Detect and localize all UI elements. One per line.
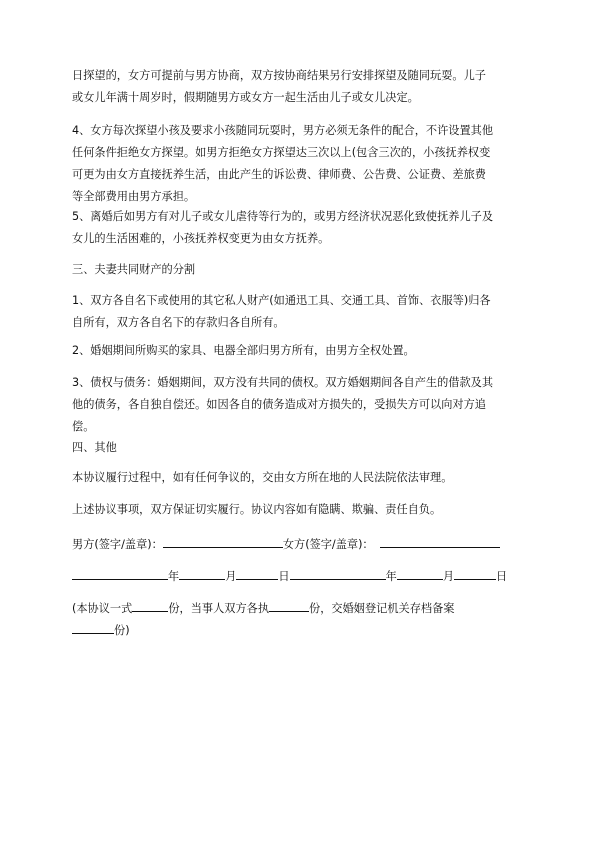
day-label: 日 — [278, 570, 290, 583]
year-blank[interactable] — [290, 567, 386, 580]
text-line: 2、婚姻期间所购买的家具、电器全部归男方所有，由男方全权处置。 — [72, 344, 415, 357]
paragraph-dispute — [72, 467, 527, 489]
paragraph-visitation-arrangement — [72, 65, 527, 109]
paragraph-property-1 — [72, 290, 527, 334]
copies-row-1 — [72, 598, 527, 620]
text-line: 上述协议事项，双方保证切实履行。协议内容如有隐瞒、欺骗、责任自负。 — [72, 503, 442, 516]
signature-row — [72, 534, 527, 556]
day-blank[interactable] — [236, 567, 278, 580]
copies-text: 份) — [114, 624, 130, 637]
month-label: 月 — [225, 570, 237, 583]
text-line: 自所有，双方各自名下的存款归各自所有。 — [72, 316, 285, 329]
copies-text: 份，交婚姻登记机关存档备案 — [309, 602, 455, 615]
signature-line — [72, 534, 527, 556]
text-line: 本协议履行过程中，如有任何争议的，交由女方所在地的人民法院依法审理。 — [72, 471, 453, 484]
section-heading-property — [72, 259, 527, 281]
date-line — [72, 566, 527, 588]
copies-blank[interactable] — [132, 599, 168, 612]
copies-text: (本协议一式 — [72, 602, 133, 615]
paragraph-property-3 — [72, 372, 527, 438]
text-line: 4、女方每次探望小孩及要求小孩随同玩耍时，男方必须无条件的配合，不许设置其他 — [72, 124, 494, 137]
day-blank[interactable] — [454, 567, 496, 580]
copies-row-2 — [72, 620, 527, 642]
copies-text: 份，当事人双方各执 — [168, 602, 270, 615]
male-signature-label: 男方(签字/盖章)： — [72, 538, 163, 551]
date-row — [72, 566, 527, 588]
text-line: 5、离婚后如男方有对儿子或女儿虐待等行为的，或男方经济状况恶化致使抚养儿子及 — [72, 210, 494, 223]
text-line: 日探望的，女方可提前与男方协商，双方按协商结果另行安排探望及随同玩耍。儿子 — [72, 69, 486, 82]
text-line: 偿。 — [72, 420, 95, 433]
year-label: 年 — [385, 570, 397, 583]
month-blank[interactable] — [179, 567, 225, 580]
copies-blank[interactable] — [72, 621, 114, 634]
copies-note — [72, 598, 527, 642]
paragraph-clause-5 — [72, 206, 527, 250]
text-line: 可更为由女方直接抚养生活，由此产生的诉讼费、律师费、公告费、公证费、差旅费 — [72, 168, 486, 181]
paragraph-guarantee — [72, 499, 527, 521]
heading-text: 四、其他 — [72, 441, 117, 454]
day-label: 日 — [496, 570, 508, 583]
heading-text: 三、夫妻共同财产的分割 — [72, 263, 196, 276]
female-signature-label: 女方(签字/盖章)： — [282, 538, 374, 551]
section-heading-other — [72, 437, 527, 459]
female-signature-blank[interactable] — [380, 535, 500, 548]
text-line: 3、债权与债务：婚姻期间，双方没有共同的债权。双方婚姻期间各自产生的借款及其 — [72, 376, 494, 389]
month-blank[interactable] — [397, 567, 443, 580]
text-line: 等全部费用由男方承担。 — [72, 190, 196, 203]
text-line: 他的债务，各自独自偿还。如因各自的债务造成对方损失的，受损失方可以向对方追 — [72, 398, 486, 411]
text-line: 1、双方各自名下或使用的其它私人财产(如通迅工具、交通工具、首饰、衣服等)归各 — [72, 294, 491, 307]
text-line: 或女儿年满十周岁时，假期随男方或女方一起生活由儿子或女儿决定。 — [72, 91, 419, 104]
copies-blank[interactable] — [269, 599, 309, 612]
paragraph-property-2 — [72, 340, 527, 362]
text-line: 女儿的生活困难的，小孩抚养权变更为由女方抚养。 — [72, 232, 330, 245]
text-line: 任何条件拒绝女方探望。如男方拒绝女方探望达三次以上(包含三次的，小孩抚养权变 — [72, 146, 491, 159]
year-blank[interactable] — [72, 567, 168, 580]
month-label: 月 — [442, 570, 455, 583]
male-signature-blank[interactable] — [163, 535, 283, 548]
paragraph-clause-4 — [72, 120, 527, 208]
year-label: 年 — [168, 570, 180, 583]
